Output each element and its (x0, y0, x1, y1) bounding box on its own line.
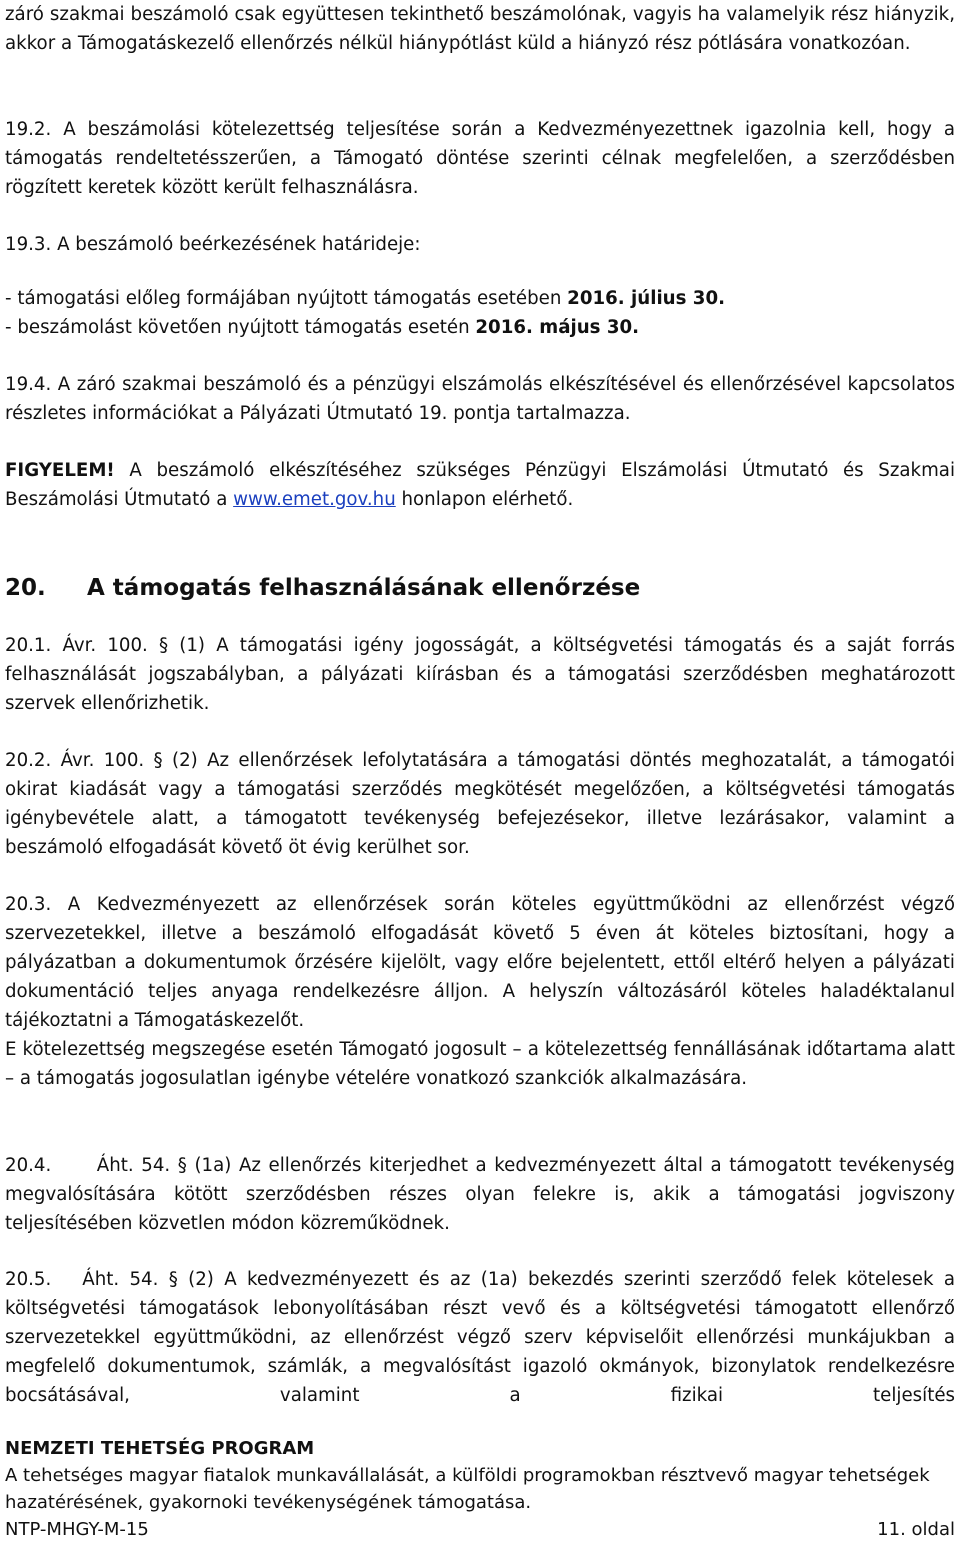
section-text: Az ellenőrzés kiterjedhet a kedvezményezett által a támogatott tevékenység megvalósítására kötött szerződésben részes olyan felekre is, akik a támogatási jogviszony teljesítésében közvetlen módon közreműködnek. (5, 1155, 955, 1234)
legal-reference: Ávr. 100. § (2) (60, 750, 198, 771)
page-footer (5, 1435, 955, 1543)
deadline-text: - támogatási előleg formájában nyújtott támogatás esetében (5, 288, 568, 309)
deadline-date: 2016. május 30. (475, 317, 640, 338)
intro-paragraph: záró szakmai beszámoló csak együttesen tekinthető beszámolónak, vagyis ha valamelyik rész hiányzik, akkor a Támogatáskezelő ellenőrzés nélkül hiánypótlást küld a hiányzó rész pótlására vonatkozóan. (5, 4, 955, 54)
section-text: A Kedvezményezett az ellenőrzések során köteles együttműködni az ellenőrzést végző szervezetekkel, illetve a beszámoló elfogadását követő 5 éven át köteles biztosítani, hogy a pályázatban a dokumentumok őrzésére kijelölt, vagy előre bejelentett, ettől eltérő helyen a pályázati dokumentáció teljes anyaga rendelkezésre álljon. A helyszín változásáról köteles haladéktalanul tájékoztatni a Támogatáskezelőt. (5, 894, 955, 1031)
chapter-number: 20. (5, 575, 46, 601)
section-text: Az ellenőrzések lefolytatására a támogatási döntés meghozatalát, a támogatói okirat kiadását vagy a támogatási szerződés megkötését megelőzően, a költségvetési támogatás igénybevétele alatt, a támogatott tevékenység befejezésekor, illetve lezárásakor, valamint a beszámoló elfogadását követő öt évig kerülhet sor. (5, 750, 955, 858)
section-text: A beszámoló beérkezésének határideje: (57, 234, 421, 255)
notice-text-end: honlapon elérhető. (395, 489, 574, 510)
section-19-2 (5, 115, 955, 202)
notice-paragraph (5, 456, 955, 514)
deadline-item-after (5, 313, 955, 342)
section-20-5 (5, 1265, 955, 1410)
section-20-2 (5, 746, 955, 862)
notice-label: FIGYELEM! (5, 460, 115, 481)
emet-website-link[interactable]: www.emet.gov.hu (233, 489, 396, 510)
section-number: 19.2. (5, 119, 52, 140)
legal-reference: Áht. 54. § (2) (82, 1269, 214, 1290)
notice-text: A beszámoló elkészítéséhez szükséges Pénzügyi Elszámolási Útmutató és Szakmai Beszámolási Útmutató a (5, 460, 955, 510)
section-19-4 (5, 370, 955, 428)
legal-reference: Ávr. 100. § (1) (62, 635, 206, 656)
section-number: 19.4. (5, 374, 52, 395)
chapter-20-heading (5, 573, 955, 603)
section-text: A beszámolási kötelezettség teljesítése során a Kedvezményezettnek igazolnia kell, hogy a támogatás rendeltetésszerűen, a Támogató döntése szerinti célnak megfelelően, a szerződésben rögzített keretek között került felhasználásra. (5, 119, 955, 198)
section-number: 20.1. (5, 635, 52, 656)
section-text: A záró szakmai beszámoló és a pénzügyi elszámolás elkészítésével és ellenőrzésével kapcsolatos részletes információkat a Pályázati Útmutató 19. pontja tartalmazza. (5, 374, 955, 424)
footer-bottom-row (5, 1516, 955, 1543)
section-text: A támogatási igény jogosságát, a költségvetési támogatás és a saját forrás felhasználását jogszabályban, a pályázati kiírásban és a támogatási szerződésben meghatározott szervek ellenőrizhetik. (5, 635, 955, 714)
section-19-3 (5, 230, 955, 259)
section-text: A kedvezményezett és az (1a) bekezdés szerinti szerződő felek kötelesek a költségvetési támogatások lebonyolításában részt vevő és a költségvetési támogatott ellenőrző szervezetekkel együttműködni, az ellenőrzést végző szerv képviselőit ellenőrzési munkájukban a megfelelő dokumentumok, számlák, a megvalósítást igazoló okmányok, bizonylatok rendelkezésre bocsátásával, valamint a fizikai teljesítés (5, 1269, 955, 1406)
deadline-text: - beszámolást követően nyújtott támogatás esetén (5, 317, 476, 338)
program-code: NTP-MHGY-M-15 (5, 1519, 149, 1540)
deadline-date: 2016. július 30. (567, 288, 726, 309)
section-number: 20.2. (5, 750, 52, 771)
chapter-title: A támogatás felhasználásának ellenőrzése (87, 575, 641, 601)
section-20-4 (5, 1151, 955, 1238)
section-number: 20.3. (5, 894, 52, 915)
section-20-1 (5, 631, 955, 718)
page-number: 11. oldal (877, 1519, 955, 1540)
section-number: 19.3. (5, 234, 52, 255)
legal-reference: Áht. 54. § (1a) (96, 1155, 232, 1176)
program-description: A tehetséges magyar fiatalok munkavállalását, a külföldi programokban résztvevő magyar tehetségek hazatérésének, gyakornoki tevékenységének támogatása. (5, 1465, 930, 1513)
program-name: NEMZETI TEHETSÉG PROGRAM (5, 1438, 315, 1459)
section-number: 20.5. (5, 1269, 52, 1290)
section-20-3 (5, 890, 955, 1035)
section-number: 20.4. (5, 1155, 52, 1176)
section-20-3-sanction: E kötelezettség megszegése esetén Támogató jogosult – a kötelezettség fennállásának időtartama alatt – a támogatás jogosulatlan igénybe vételére vonatkozó szankciók alkalmazására. (5, 1039, 955, 1089)
deadline-item-advance (5, 284, 955, 313)
